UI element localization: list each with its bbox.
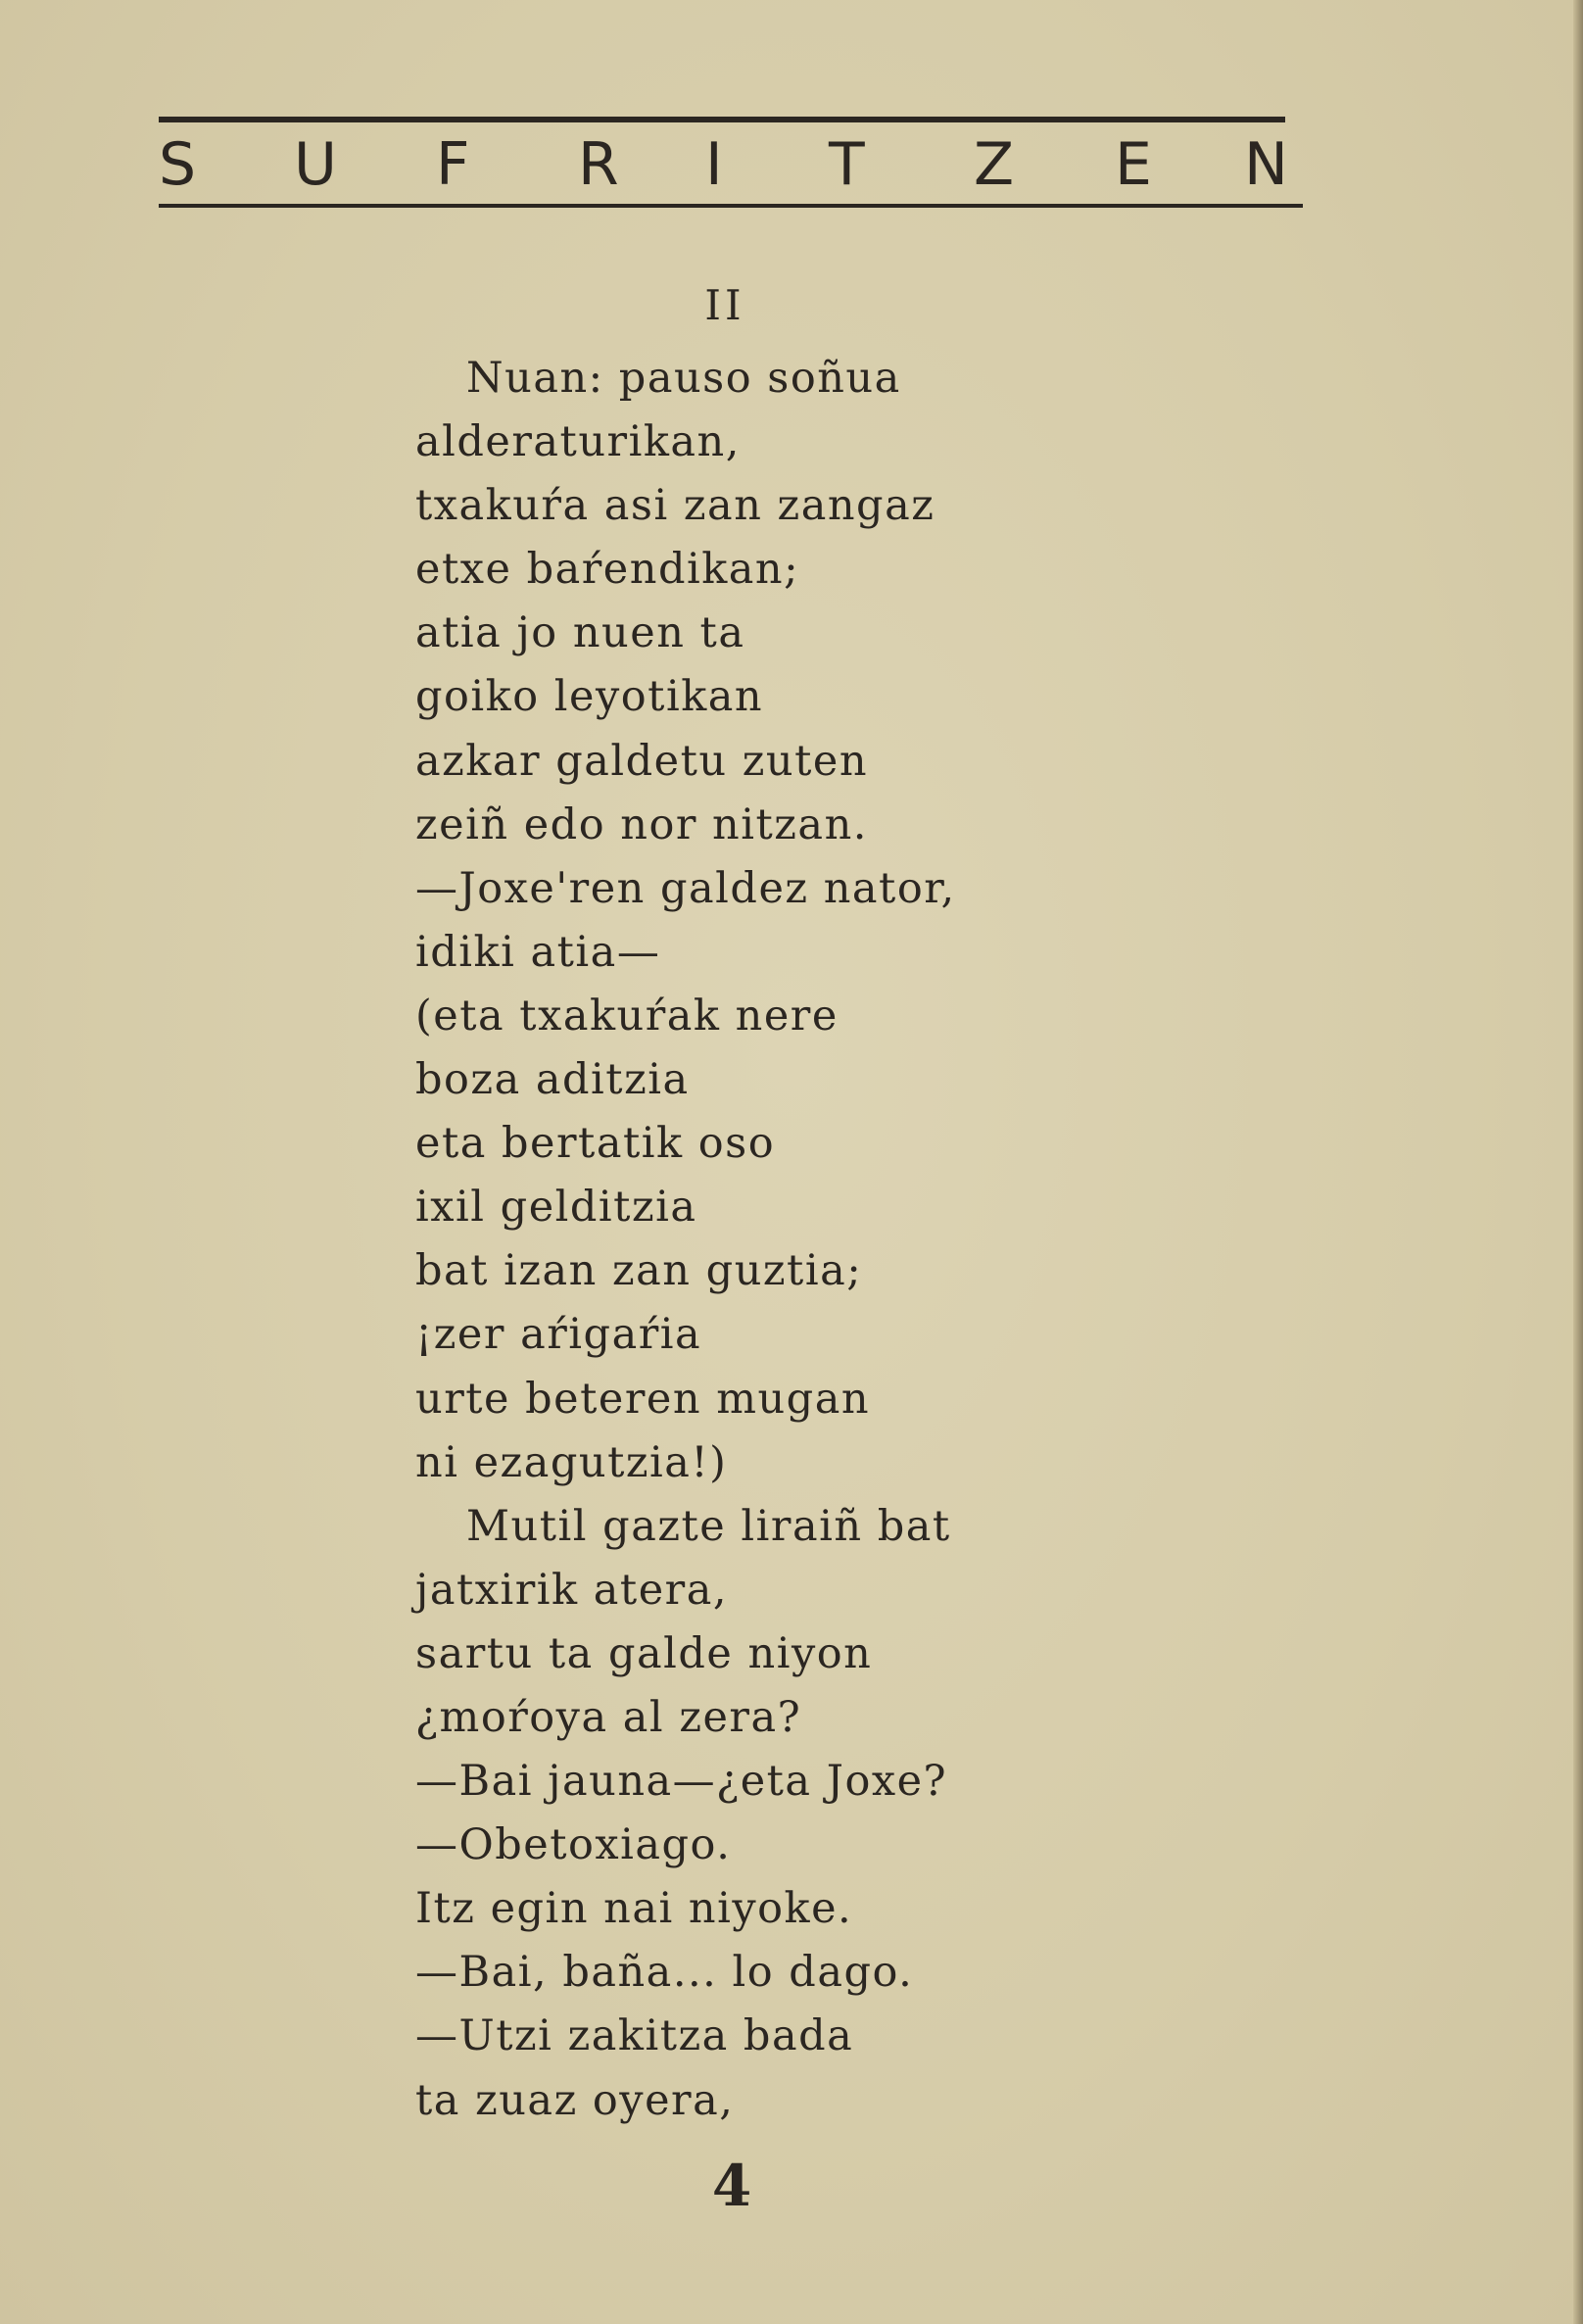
poem-line: —Joxe'ren galdez nator, <box>415 863 956 913</box>
header-letter: F <box>436 130 470 199</box>
poem-line: bat izan zan guztia; <box>415 1246 863 1296</box>
poem-line: goiko leyotikan <box>415 672 764 722</box>
poem-line: zeiñ edo nor nitzan. <box>415 799 868 849</box>
poem-line: txakuŕa asi zan zangaz <box>415 481 935 531</box>
poem-line: —Utzi zakitza bada <box>415 2011 854 2061</box>
header-rule-bottom <box>159 204 1303 208</box>
poem-line: (eta txakuŕak nere <box>415 991 839 1041</box>
poem-text <box>415 347 1121 2133</box>
running-header <box>159 127 1303 202</box>
poem-line: alderaturikan, <box>415 417 741 467</box>
header-letter: Z <box>974 130 1015 199</box>
poem-line: boza aditzia <box>415 1055 690 1105</box>
page-number: 4 <box>711 2153 752 2219</box>
poem-line: urte beteren mugan <box>415 1374 871 1424</box>
poem-line: eta bertatik oso <box>415 1119 776 1169</box>
poem-line: —Bai, baña... lo dago. <box>415 1948 914 1998</box>
header-letter: I <box>705 130 723 199</box>
poem-line: ta zuaz oyera, <box>415 2075 735 2125</box>
poem-line: atia jo nuen ta <box>415 608 745 658</box>
poem-line: ¿moŕoya al zera? <box>415 1692 802 1742</box>
header-letter: U <box>294 130 337 199</box>
poem-line: Mutil gazte liraiñ bat <box>466 1501 951 1551</box>
poem-line: ixil gelditzia <box>415 1183 697 1233</box>
header-letter: E <box>1115 130 1152 199</box>
page-edge <box>1573 0 1583 2324</box>
poem-line: azkar galdetu zuten <box>415 736 869 786</box>
poem-line: etxe baŕendikan; <box>415 545 800 595</box>
section-number: II <box>704 281 745 329</box>
header-letter: T <box>829 130 865 199</box>
poem-line: —Bai jauna—¿eta Joxe? <box>415 1757 948 1807</box>
poem-line: ni ezagutzia!) <box>415 1437 728 1487</box>
poem-line: Itz egin nai niyoke. <box>415 1884 853 1934</box>
header-letter: R <box>578 130 619 199</box>
poem-line: sartu ta galde niyon <box>415 1628 873 1678</box>
header-rule-top <box>159 117 1285 122</box>
poem-line: idiki atia— <box>415 927 661 977</box>
poem-line: jatxirik atera, <box>415 1565 729 1615</box>
header-letter: S <box>159 130 197 199</box>
poem-line: —Obetoxiago. <box>415 1820 732 1870</box>
header-letter: N <box>1244 130 1288 199</box>
poem-line: Nuan: pauso soñua <box>466 354 901 403</box>
poem-line: ¡zer aŕigaŕia <box>415 1310 702 1360</box>
